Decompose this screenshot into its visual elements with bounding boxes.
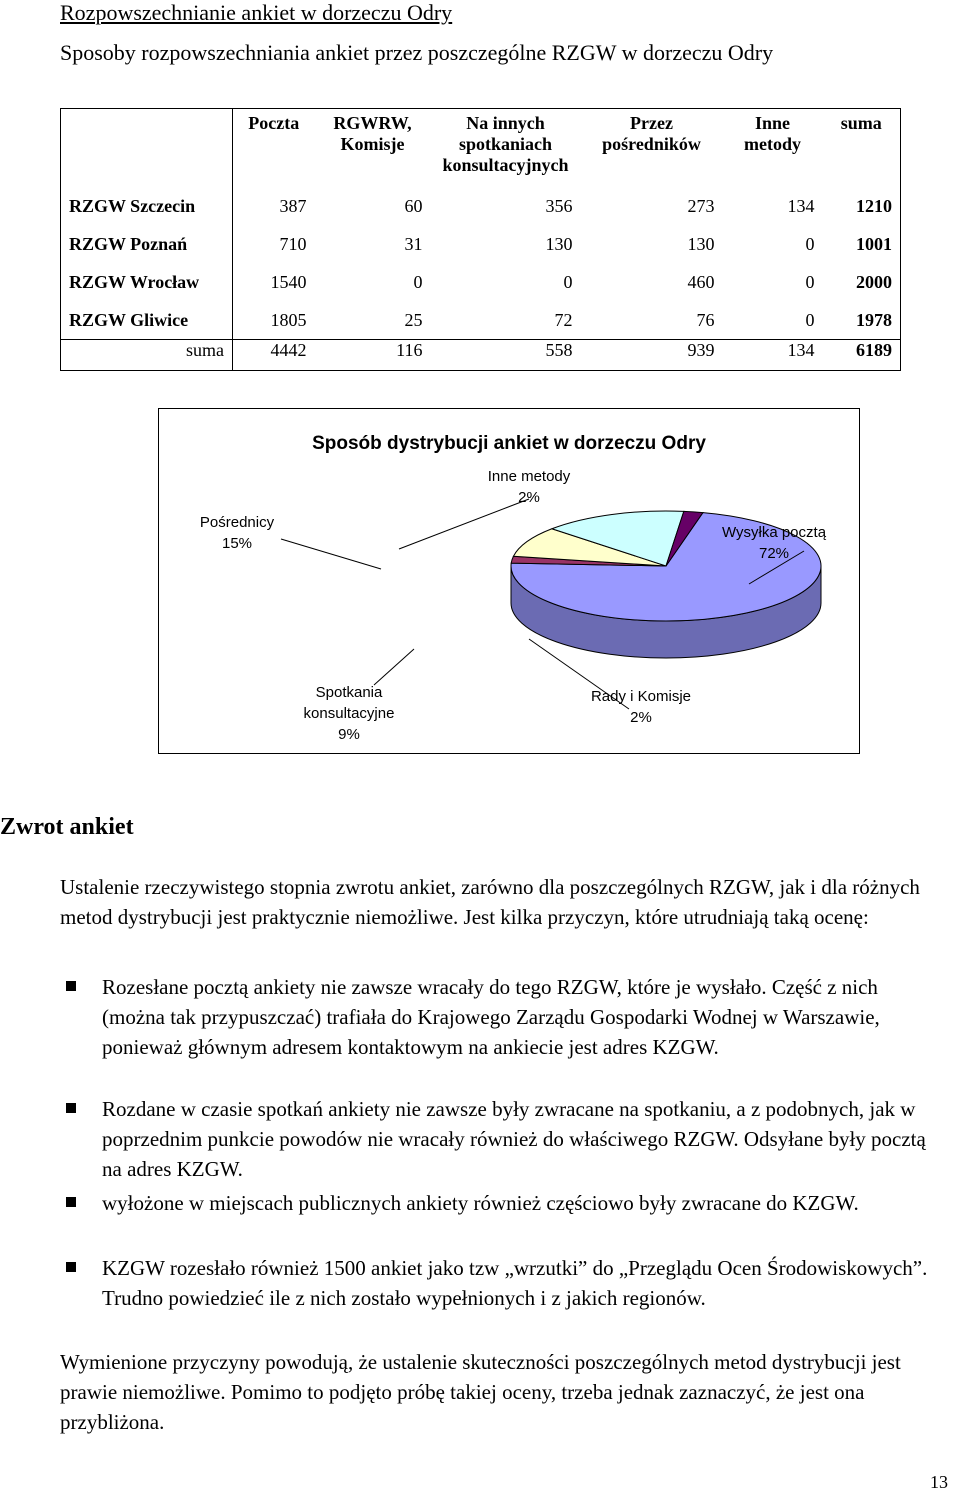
pie-label-text: konsultacyjne bbox=[303, 705, 395, 722]
pie-label-spotkania-konsultacyjne bbox=[304, 649, 414, 743]
row-name: RZGW Szczecin bbox=[69, 195, 196, 216]
conclusion-paragraph: Wymienione przyczyny powodują, że ustalenie skuteczności poszczególnych metod dystrybucji jest prawie niemożliwe. Pomimo to podjęto próbę takiej oceny, trzeba jednak zaznaczyć, że jest ona przybliżona. bbox=[60, 1350, 901, 1434]
header-posrednicy: Przez pośredników bbox=[602, 113, 701, 154]
row-name: RZGW Poznań bbox=[69, 233, 188, 254]
header-spotkania: Na innych spotkaniach konsultacyjnych bbox=[442, 113, 569, 175]
cell: 60 bbox=[404, 195, 423, 216]
cell-sum: 1210 bbox=[856, 195, 892, 216]
pie-label-text: Rady i Komisje bbox=[590, 688, 692, 705]
cell: 710 bbox=[233, 225, 315, 263]
header-poczta: Poczta bbox=[233, 109, 315, 188]
pie-label-percent: 72% bbox=[758, 545, 790, 562]
cell: 939 bbox=[581, 340, 723, 371]
pie-label-text: Inne metody bbox=[487, 468, 571, 485]
pie-label-percent: 2% bbox=[518, 489, 540, 506]
pie-label-text: Spotkania bbox=[315, 684, 383, 701]
header-suma: suma bbox=[840, 113, 882, 133]
list-item-text: KZGW rozesłało również 1500 ankiet jako tzw „wrzutki” do „Przeglądu Ocen Środowiskowych”. Trudno powiedzieć ile z nich zostało wypełnionych i z jakich regionów. bbox=[102, 1256, 928, 1310]
bullet-icon bbox=[66, 1262, 76, 1272]
cell-sum: 1001 bbox=[856, 233, 892, 254]
cell-sum: 2000 bbox=[856, 271, 892, 292]
cell: 25 bbox=[404, 309, 423, 330]
cell: 134 bbox=[787, 195, 815, 216]
cell: 130 bbox=[687, 233, 715, 254]
list-item bbox=[60, 1253, 930, 1343]
pie-label-percent: 9% bbox=[338, 726, 360, 743]
cell: 356 bbox=[545, 195, 573, 216]
table-row bbox=[61, 187, 901, 225]
cell: 0 bbox=[805, 309, 815, 330]
page-heading-link[interactable]: Rozpowszechnianie ankiet w dorzeczu Odry bbox=[60, 0, 453, 25]
bullet-icon bbox=[66, 1103, 76, 1113]
list-item bbox=[60, 1188, 930, 1248]
pie-leader-line bbox=[374, 649, 414, 685]
cell: 387 bbox=[233, 187, 315, 225]
cell: 1540 bbox=[233, 263, 315, 301]
pie-leader-line bbox=[281, 539, 381, 569]
cell: 273 bbox=[687, 195, 715, 216]
header-rgwrw: RGWRW, Komisje bbox=[333, 113, 412, 154]
row-name: RZGW Wrocław bbox=[69, 271, 200, 292]
cell: 134 bbox=[723, 340, 823, 371]
cell: 72 bbox=[554, 309, 573, 330]
total-label: suma bbox=[61, 340, 233, 371]
cell: 0 bbox=[805, 271, 815, 292]
list-item bbox=[60, 1094, 930, 1184]
table-row bbox=[61, 225, 901, 263]
chart-title: Sposób dystrybucji ankiet w dorzeczu Odry bbox=[312, 433, 706, 454]
pie-label-percent: 15% bbox=[221, 535, 253, 552]
cell: 130 bbox=[545, 233, 573, 254]
cell: 31 bbox=[404, 233, 423, 254]
list-item bbox=[60, 972, 930, 1092]
pie-label-text: Pośrednicy bbox=[199, 514, 275, 531]
pie-chart bbox=[158, 408, 860, 754]
table-row bbox=[61, 263, 901, 301]
distribution-table bbox=[60, 108, 901, 371]
cell: 460 bbox=[687, 271, 715, 292]
pie-label-pośrednicy bbox=[200, 514, 381, 569]
pie-chart-svg bbox=[159, 409, 859, 753]
table-row bbox=[61, 301, 901, 340]
cell: 0 bbox=[805, 233, 815, 254]
intro-paragraph: Ustalenie rzeczywistego stopnia zwrotu ankiet, zarówno dla poszczególnych RZGW, jak i dla różnych metod dystrybucji jest praktycznie niemożliwe. Jest kilka przyczyn, które utrudniają taką ocenę: bbox=[60, 875, 920, 929]
list-item-text: wyłożone w miejscach publicznych ankiety również częściowo były zwracane do KZGW. bbox=[102, 1191, 859, 1215]
cell: 1805 bbox=[233, 301, 315, 340]
list-item-text: Rozesłane pocztą ankiety nie zawsze wracały do tego RZGW, które je wysłało. Część z nich (można tak przypuszczać) trafiała do Krajowego Zarządu Gospodarki Wodnej w Warszawie, ponieważ głównym adresem kontaktowym na ankiecie jest adres KZGW. bbox=[102, 975, 880, 1059]
cell-sum: 6189 bbox=[823, 340, 901, 371]
header-inne: Inne metody bbox=[744, 113, 801, 154]
row-name: RZGW Gliwice bbox=[69, 309, 189, 330]
page-number: 13 bbox=[930, 1472, 948, 1492]
list-item-text: Rozdane w czasie spotkań ankiety nie zawsze były zwracane na spotkaniu, a z podobnych, jak w poprzednim punkcie powodów nie wracały również do właściwego RZGW. Odsyłane były pocztą na adres KZGW. bbox=[102, 1097, 926, 1181]
table-header-row bbox=[61, 109, 901, 188]
pie-label-text: Wysyłka pocztą bbox=[721, 524, 827, 541]
cell-sum: 1978 bbox=[856, 309, 892, 330]
cell: 0 bbox=[563, 271, 573, 292]
cell: 116 bbox=[315, 340, 431, 371]
pie-label-percent: 2% bbox=[630, 709, 652, 726]
page-subtitle: Sposoby rozpowszechniania ankiet przez poszczególne RZGW w dorzeczu Odry bbox=[60, 40, 774, 65]
cell: 558 bbox=[431, 340, 581, 371]
pie-leader-line bbox=[399, 499, 529, 549]
table-total-row bbox=[61, 340, 901, 371]
cell: 4442 bbox=[233, 340, 315, 371]
cell: 0 bbox=[413, 271, 423, 292]
bullet-icon bbox=[66, 981, 76, 991]
bullet-icon bbox=[66, 1197, 76, 1207]
cell: 76 bbox=[696, 309, 715, 330]
section-title: Zwrot ankiet bbox=[0, 814, 134, 840]
